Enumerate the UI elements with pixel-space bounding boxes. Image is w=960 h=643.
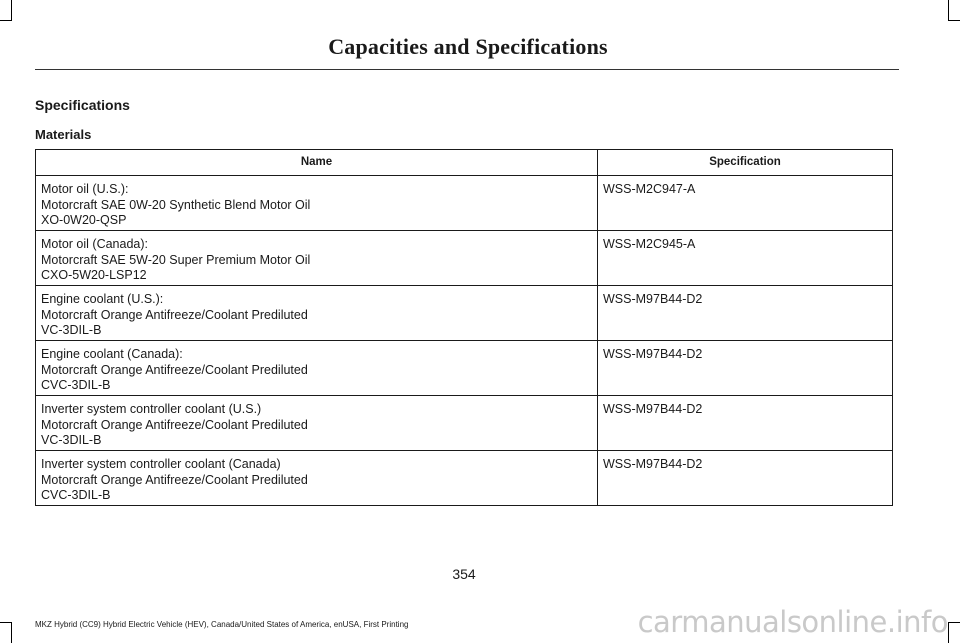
section-heading: Specifications bbox=[35, 97, 130, 113]
material-name-line: Motorcraft Orange Antifreeze/Coolant Prediluted bbox=[41, 472, 308, 487]
material-name-line: VC-3DIL-B bbox=[41, 323, 102, 337]
page-number: 354 bbox=[452, 566, 476, 582]
column-header-name: Name bbox=[36, 150, 598, 176]
crop-mark-top-right-h bbox=[948, 20, 960, 21]
material-name-cell bbox=[36, 396, 598, 451]
material-name-line: Motorcraft SAE 5W-20 Super Premium Motor Oil bbox=[41, 252, 311, 267]
table-row bbox=[36, 231, 893, 286]
page-title: Capacities and Specifications bbox=[328, 34, 608, 59]
material-name-line: Motor oil (Canada): bbox=[41, 237, 148, 251]
material-name-line: Motorcraft Orange Antifreeze/Coolant Prediluted bbox=[41, 307, 308, 322]
material-name-line: Engine coolant (Canada): bbox=[41, 347, 183, 361]
material-name-line: Inverter system controller coolant (U.S.) bbox=[41, 402, 262, 416]
table-row bbox=[36, 341, 893, 396]
crop-mark-bottom-left-v bbox=[11, 623, 12, 643]
title-divider bbox=[35, 69, 899, 70]
sub-heading: Materials bbox=[35, 127, 92, 142]
specification-cell: WSS-M2C947-A bbox=[598, 176, 893, 231]
crop-mark-bottom-left-h bbox=[0, 622, 12, 623]
crop-mark-top-right-v bbox=[948, 0, 949, 20]
material-name-cell bbox=[36, 176, 598, 231]
crop-mark-bottom-right-h bbox=[948, 622, 960, 623]
specification-cell: WSS-M97B44-D2 bbox=[598, 451, 893, 506]
table-row bbox=[36, 451, 893, 506]
table-row bbox=[36, 176, 893, 231]
material-name-line: Motorcraft Orange Antifreeze/Coolant Prediluted bbox=[41, 362, 308, 377]
specification-cell: WSS-M97B44-D2 bbox=[598, 286, 893, 341]
material-name-line: XO-0W20-QSP bbox=[41, 213, 127, 227]
material-name-cell bbox=[36, 451, 598, 506]
material-name-line: CVC-3DIL-B bbox=[41, 378, 111, 392]
footer-text: MKZ Hybrid (CC9) Hybrid Electric Vehicle (HEV), Canada/United States of America, enUSA, First Printing bbox=[35, 620, 409, 629]
column-header-specification: Specification bbox=[598, 150, 893, 176]
specification-cell: WSS-M97B44-D2 bbox=[598, 396, 893, 451]
material-name-cell bbox=[36, 286, 598, 341]
material-name-line: Engine coolant (U.S.): bbox=[41, 292, 164, 306]
crop-mark-top-left-h bbox=[0, 20, 12, 21]
crop-mark-top-left-v bbox=[11, 0, 12, 20]
crop-mark-bottom-right-v bbox=[948, 623, 949, 643]
material-name-cell bbox=[36, 341, 598, 396]
material-name-line: CXO-5W20-LSP12 bbox=[41, 268, 147, 282]
material-name-line: Inverter system controller coolant (Canada) bbox=[41, 457, 281, 471]
table-header-row bbox=[36, 150, 893, 176]
material-name-line: VC-3DIL-B bbox=[41, 433, 102, 447]
watermark: carmanualsonline.info bbox=[637, 605, 948, 639]
specification-cell: WSS-M97B44-D2 bbox=[598, 341, 893, 396]
material-name-line: CVC-3DIL-B bbox=[41, 488, 111, 502]
material-name-line: Motor oil (U.S.): bbox=[41, 182, 129, 196]
material-name-line: Motorcraft SAE 0W-20 Synthetic Blend Motor Oil bbox=[41, 197, 311, 212]
table-row bbox=[36, 286, 893, 341]
material-name-cell bbox=[36, 231, 598, 286]
specification-cell: WSS-M2C945-A bbox=[598, 231, 893, 286]
materials-table bbox=[35, 149, 893, 506]
table-row bbox=[36, 396, 893, 451]
material-name-line: Motorcraft Orange Antifreeze/Coolant Prediluted bbox=[41, 417, 308, 432]
